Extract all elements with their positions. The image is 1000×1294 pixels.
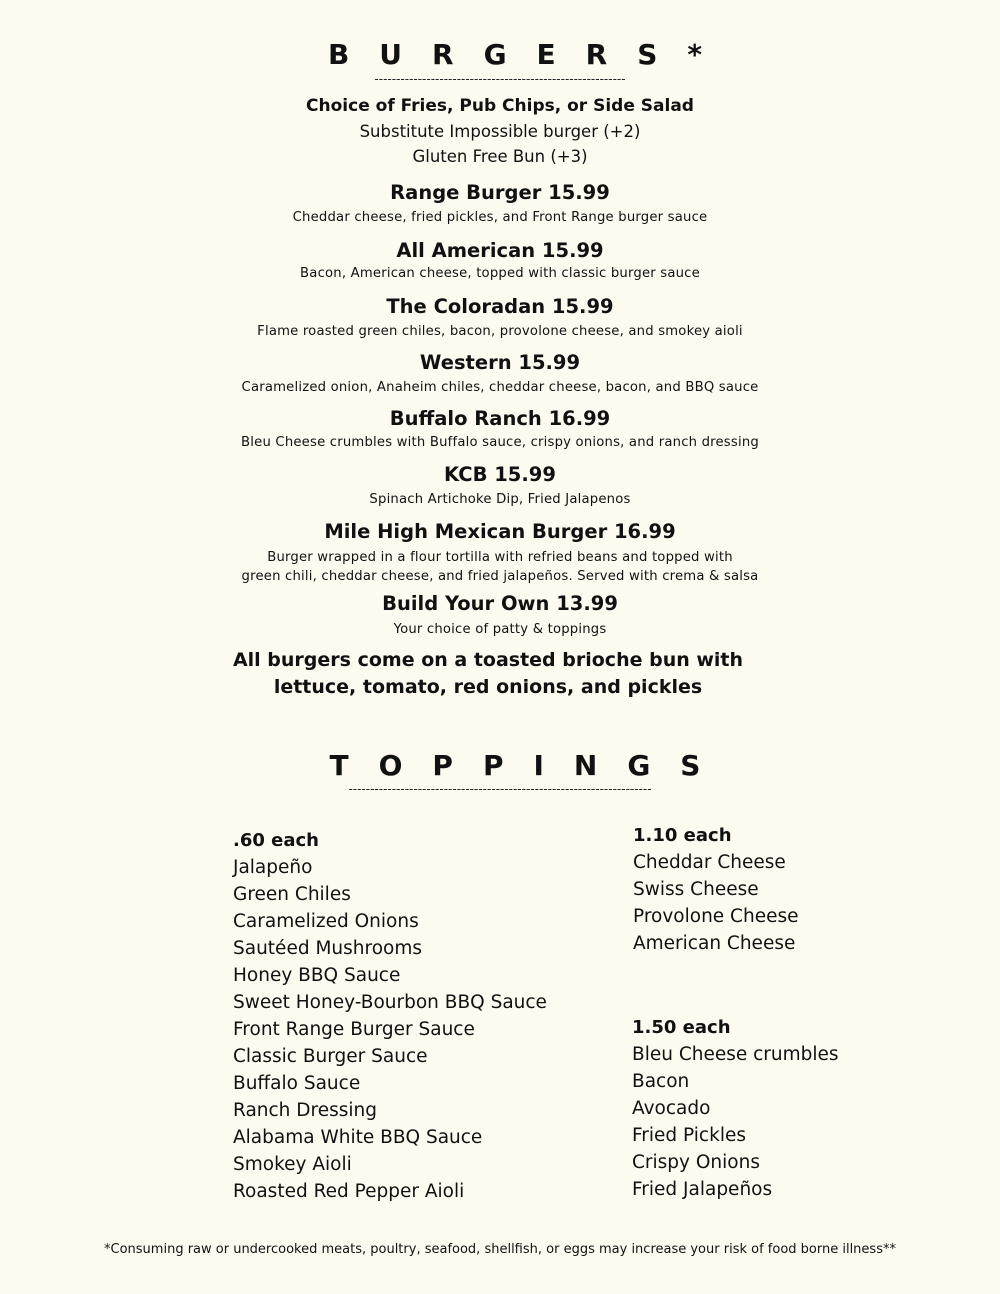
topping-item: Buffalo Sauce <box>233 1073 361 1094</box>
burger-item-desc: green chili, cheddar cheese, and fried jalapeños. Served with crema & salsa <box>241 569 759 584</box>
burger-item-desc: Bleu Cheese crumbles with Buffalo sauce, crispy onions, and ranch dressing <box>241 435 759 450</box>
toppings-column-110 <box>633 822 799 957</box>
topping-item: Roasted Red Pepper Aioli <box>233 1181 465 1202</box>
topping-item: Jalapeño <box>233 857 313 878</box>
burger-item-name: Range Burger 15.99 <box>390 181 610 204</box>
burgers-divider: ---------------------------------------------------------- <box>374 72 626 86</box>
topping-item: Cheddar Cheese <box>633 852 786 873</box>
topping-item: Honey BBQ Sauce <box>233 965 401 986</box>
topping-item: American Cheese <box>633 933 796 954</box>
burger-item-desc: Bacon, American cheese, topped with classic burger sauce <box>300 266 700 281</box>
burger-item-name: Build Your Own 13.99 <box>382 592 618 615</box>
burgers-heading: BURGERS* <box>327 38 733 71</box>
topping-item: Caramelized Onions <box>233 911 419 932</box>
price-tier-header: .60 each <box>233 830 319 851</box>
burger-item-desc: Spinach Artichoke Dip, Fried Jalapenos <box>369 492 631 507</box>
topping-item: Fried Pickles <box>632 1125 746 1146</box>
toppings-column-060 <box>233 827 547 1205</box>
topping-item: Crispy Onions <box>632 1152 760 1173</box>
topping-item: Sautéed Mushrooms <box>233 938 422 959</box>
burger-item-name: Western 15.99 <box>419 351 581 374</box>
topping-item: Front Range Burger Sauce <box>233 1019 475 1040</box>
burger-item-desc: Cheddar cheese, fried pickles, and Front Range burger sauce <box>292 210 708 225</box>
burger-item-name: The Coloradan 15.99 <box>386 295 614 318</box>
toppings-column-150 <box>632 1014 839 1203</box>
topping-item: Classic Burger Sauce <box>233 1046 428 1067</box>
burger-item-desc: Your choice of patty & toppings <box>393 622 607 637</box>
closing-note-line-1: All burgers come on a toasted brioche bun with <box>232 649 744 671</box>
topping-item: Bacon <box>632 1071 690 1092</box>
sides-note: Choice of Fries, Pub Chips, or Side Salad <box>306 96 694 116</box>
topping-item: Swiss Cheese <box>633 879 759 900</box>
burger-item-desc: Burger wrapped in a flour tortilla with refried beans and topped with <box>267 550 733 565</box>
gluten-free-note: Gluten Free Bun (+3) <box>412 147 588 166</box>
topping-item: Green Chiles <box>233 884 351 905</box>
price-tier-header: 1.10 each <box>633 825 732 846</box>
burger-item-desc: Caramelized onion, Anaheim chiles, cheddar cheese, bacon, and BBQ sauce <box>241 380 759 395</box>
topping-item: Bleu Cheese crumbles <box>632 1044 839 1065</box>
topping-item: Ranch Dressing <box>233 1100 377 1121</box>
topping-item: Provolone Cheese <box>633 906 799 927</box>
toppings-heading: TOPPINGS <box>329 749 731 782</box>
burger-item-desc: Flame roasted green chiles, bacon, provolone cheese, and smokey aioli <box>257 324 743 339</box>
topping-item: Smokey Aioli <box>233 1154 352 1175</box>
burger-item-name: All American 15.99 <box>396 239 604 262</box>
closing-note-line-2: lettuce, tomato, red onions, and pickles <box>273 676 703 698</box>
burger-item-name: Mile High Mexican Burger 16.99 <box>324 520 676 543</box>
burger-item-name: KCB 15.99 <box>444 463 556 486</box>
price-tier-header: 1.50 each <box>632 1017 731 1038</box>
burger-item-name: Buffalo Ranch 16.99 <box>389 407 611 430</box>
toppings-divider: ---------------------------------------------------------------------- <box>348 782 652 796</box>
topping-item: Avocado <box>632 1098 711 1119</box>
topping-item: Fried Jalapeños <box>632 1179 773 1200</box>
topping-item: Sweet Honey-Bourbon BBQ Sauce <box>233 992 547 1013</box>
food-safety-disclaimer: *Consuming raw or undercooked meats, poultry, seafood, shellfish, or eggs may increase your risk of food borne illness** <box>104 1242 896 1257</box>
topping-item: Alabama White BBQ Sauce <box>233 1127 483 1148</box>
substitute-note: Substitute Impossible burger (+2) <box>359 122 641 141</box>
